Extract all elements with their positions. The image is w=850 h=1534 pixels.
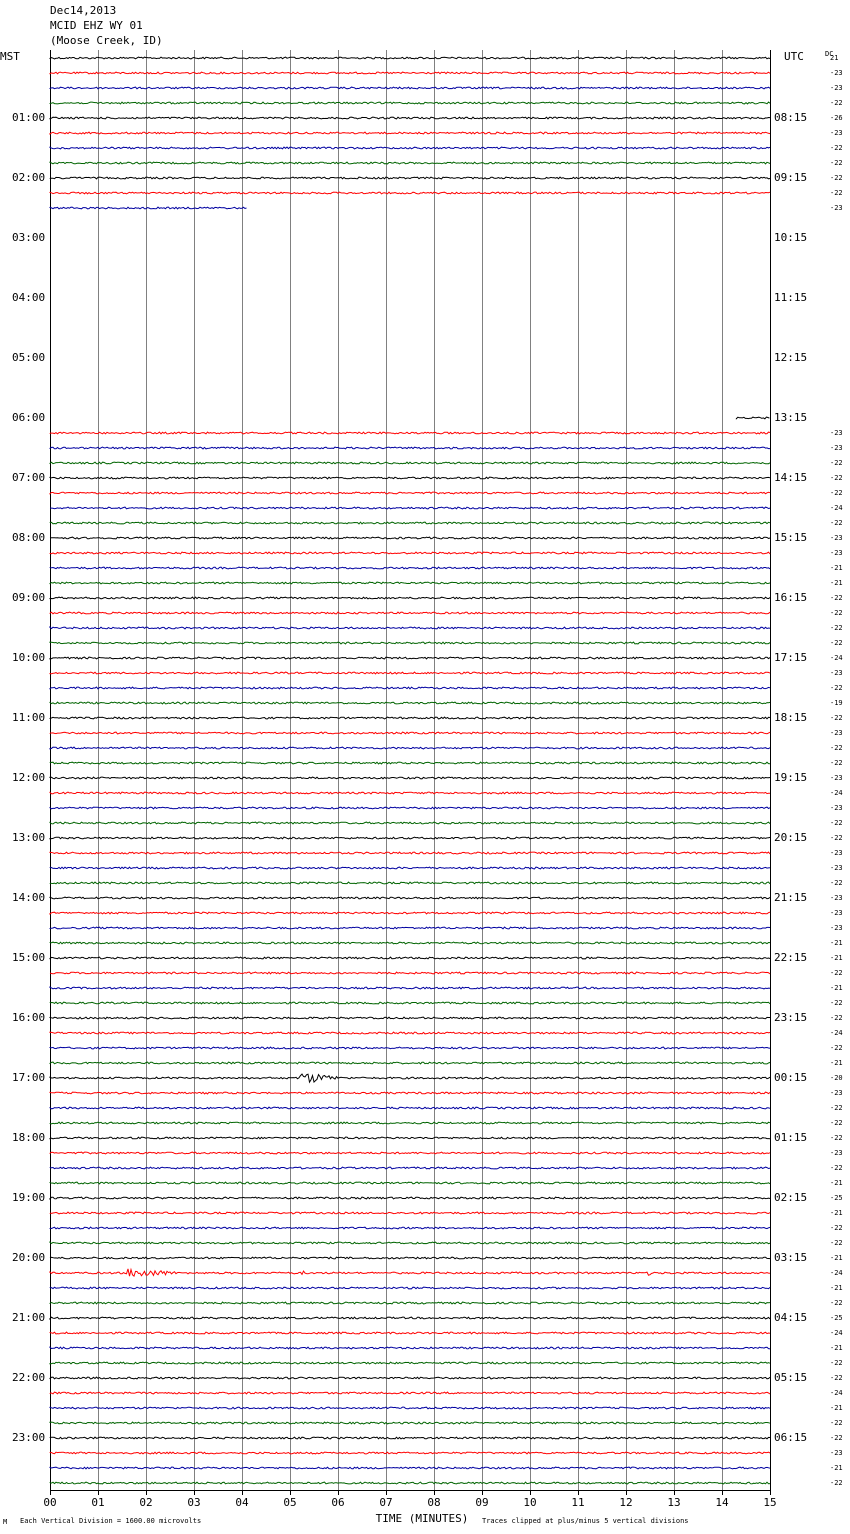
seismic-trace <box>50 1122 770 1124</box>
dc-offset-value: -24 <box>830 1029 843 1037</box>
dc-offset-value: -24 <box>830 504 843 512</box>
seismic-trace <box>50 1107 770 1109</box>
dc-offset-value: -22 <box>830 1164 843 1172</box>
dc-offset-header: DC <box>825 50 834 58</box>
seismic-trace <box>50 612 770 614</box>
dc-offset-value: -21 <box>830 579 843 587</box>
left-hour-label: 17:00 <box>12 1071 46 1084</box>
seismic-trace <box>50 177 770 179</box>
dc-offset-value: -22 <box>830 1224 843 1232</box>
dc-offset-value: -25 <box>830 1194 843 1202</box>
seismic-trace <box>50 942 770 944</box>
seismic-trace <box>50 492 770 494</box>
seismic-trace <box>50 567 770 569</box>
seismic-trace <box>50 1257 770 1259</box>
dc-offset-value: -21 <box>830 1344 843 1352</box>
left-hour-label: 18:00 <box>12 1131 46 1144</box>
dc-offset-value: -22 <box>830 1239 843 1247</box>
x-tick-label: 11 <box>571 1496 585 1509</box>
seismic-trace <box>50 582 770 584</box>
left-hour-label: 01:00 <box>12 111 46 124</box>
dc-offset-value: -23 <box>830 444 843 452</box>
seismic-trace <box>50 822 770 824</box>
dc-offset-value: -21 <box>830 954 843 962</box>
dc-offset-value: -25 <box>830 1314 843 1322</box>
seismic-trace <box>50 447 770 449</box>
dc-offset-value: -22 <box>830 1419 843 1427</box>
seismic-trace <box>50 1212 770 1214</box>
dc-offset-value: -22 <box>830 459 843 467</box>
dc-offset-value: -22 <box>830 1359 843 1367</box>
seismic-trace <box>50 1302 770 1304</box>
dc-offset-value: -24 <box>830 789 843 797</box>
plot-date: Dec14,2013 <box>50 4 117 17</box>
x-tick-label: 09 <box>475 1496 489 1509</box>
dc-offset-value: -24 <box>830 1329 843 1337</box>
seismic-trace <box>50 1047 770 1049</box>
dc-offset-value: -23 <box>830 864 843 872</box>
dc-offset-value: -21 <box>830 1209 843 1217</box>
dc-offset-value: -22 <box>830 819 843 827</box>
x-tick-label: 07 <box>379 1496 393 1509</box>
seismic-trace <box>50 87 770 89</box>
seismic-trace <box>50 852 770 854</box>
left-hour-label: 20:00 <box>12 1251 46 1264</box>
dc-offset-value: -22 <box>830 969 843 977</box>
right-hour-label: 19:15 <box>774 771 808 784</box>
right-hour-label: 05:15 <box>774 1371 808 1384</box>
dc-offset-value: -23 <box>830 669 843 677</box>
clip-note: Traces clipped at plus/minus 5 vertical divisions <box>482 1517 689 1525</box>
seismic-trace <box>50 762 770 764</box>
seismic-trace <box>50 462 770 464</box>
seismic-trace <box>50 1332 770 1334</box>
seismic-trace <box>50 1167 770 1169</box>
seismic-trace <box>50 657 770 659</box>
dc-offset-value: -21 <box>830 564 843 572</box>
dc-offset-value: -22 <box>830 1434 843 1442</box>
left-hour-label: 19:00 <box>12 1191 46 1204</box>
dc-offset-value: -22 <box>830 1014 843 1022</box>
right-hour-label: 15:15 <box>774 531 808 544</box>
dc-offset-value: -21 <box>830 984 843 992</box>
dc-offset-value: -22 <box>830 474 843 482</box>
dc-offset-value: -23 <box>830 804 843 812</box>
seismic-trace <box>50 1242 770 1244</box>
left-hour-label: 10:00 <box>12 651 46 664</box>
x-tick-label: 06 <box>331 1496 345 1509</box>
seismic-trace <box>50 837 770 839</box>
left-hour-label: 03:00 <box>12 231 46 244</box>
left-hour-label: 04:00 <box>12 291 46 304</box>
seismic-trace <box>50 1002 770 1004</box>
left-hour-label: 12:00 <box>12 771 46 784</box>
seismic-trace <box>50 162 770 164</box>
x-tick-label: 01 <box>91 1496 105 1509</box>
scale-note: Each Vertical Division = 1600.00 microvolts <box>20 1517 202 1525</box>
seismic-trace <box>50 627 770 629</box>
seismic-trace <box>50 507 770 509</box>
dc-offset-value: -23 <box>830 429 843 437</box>
dc-offset-value: -23 <box>830 129 843 137</box>
seismic-trace <box>50 1017 770 1019</box>
seismic-trace <box>50 1482 770 1484</box>
dc-offset-value: -22 <box>830 189 843 197</box>
right-hour-label: 01:15 <box>774 1131 808 1144</box>
left-hour-label: 15:00 <box>12 951 46 964</box>
left-hour-label: 23:00 <box>12 1431 46 1444</box>
seismic-trace <box>50 1362 770 1364</box>
seismic-trace <box>50 1347 770 1349</box>
seismic-trace <box>50 72 770 74</box>
dc-offset-value: -21 <box>830 1284 843 1292</box>
seismic-trace <box>50 957 770 959</box>
dc-offset-value: -23 <box>830 924 843 932</box>
x-tick-label: 13 <box>667 1496 681 1509</box>
dc-offset-value: -22 <box>830 1134 843 1142</box>
dc-offset-value: -23 <box>830 204 843 212</box>
dc-offset-value: -22 <box>830 879 843 887</box>
left-hour-label: 16:00 <box>12 1011 46 1024</box>
seismic-trace <box>50 702 770 704</box>
seismic-trace <box>50 597 770 599</box>
x-tick-label: 04 <box>235 1496 249 1509</box>
left-axis-title: MST <box>0 50 20 63</box>
dc-offset-value: -21 <box>830 1179 843 1187</box>
seismic-trace <box>50 897 770 899</box>
left-hour-label: 11:00 <box>12 711 46 724</box>
dc-offset-value: -21 <box>830 939 843 947</box>
seismic-trace <box>50 192 770 194</box>
x-axis-label: TIME (MINUTES) <box>375 1512 469 1525</box>
seismic-trace <box>50 867 770 869</box>
dc-offset-value: -23 <box>830 849 843 857</box>
dc-offset-value: -22 <box>830 1104 843 1112</box>
seismic-trace <box>50 1422 770 1424</box>
dc-offset-value: -24 <box>830 654 843 662</box>
right-hour-label: 09:15 <box>774 171 808 184</box>
x-tick-label: 14 <box>715 1496 729 1509</box>
dc-offset-value: -21 <box>830 1254 843 1262</box>
dc-offset-value: -22 <box>830 714 843 722</box>
dc-offset-value: -22 <box>830 684 843 692</box>
seismic-trace <box>50 642 770 644</box>
dc-offset-value: -23 <box>830 84 843 92</box>
seismic-trace <box>50 1227 770 1229</box>
dc-offset-value: -22 <box>830 99 843 107</box>
dc-offset-value: -22 <box>830 1479 843 1487</box>
x-tick-label: 10 <box>523 1496 537 1509</box>
seismic-trace <box>50 1197 770 1199</box>
dc-offset-value: -22 <box>830 519 843 527</box>
seismic-trace <box>50 57 770 59</box>
left-hour-label: 06:00 <box>12 411 46 424</box>
seismic-trace <box>50 1032 770 1034</box>
seismic-trace <box>50 1062 770 1064</box>
dc-offset-value: -23 <box>830 774 843 782</box>
seismic-trace <box>50 912 770 914</box>
dc-offset-value: -22 <box>830 1299 843 1307</box>
seismic-trace <box>50 792 770 794</box>
dc-offset-value: -22 <box>830 1119 843 1127</box>
dc-offset-value: -22 <box>830 594 843 602</box>
seismic-trace <box>50 147 770 149</box>
right-hour-label: 04:15 <box>774 1311 808 1324</box>
x-tick-label: 15 <box>763 1496 777 1509</box>
dc-offset-value: -21 <box>830 1464 843 1472</box>
left-hour-label: 21:00 <box>12 1311 46 1324</box>
seismic-trace <box>50 1377 770 1379</box>
right-hour-label: 22:15 <box>774 951 808 964</box>
seismic-trace <box>50 1452 770 1454</box>
left-hour-label: 13:00 <box>12 831 46 844</box>
dc-offset-value: -22 <box>830 1374 843 1382</box>
seismic-trace <box>50 777 770 779</box>
seismic-trace <box>50 747 770 749</box>
dc-offset-value: -22 <box>830 159 843 167</box>
corner-mark: M <box>3 1518 8 1526</box>
seismic-trace <box>50 1392 770 1394</box>
seismic-trace <box>50 132 770 134</box>
dc-offset-value: -20 <box>830 1074 843 1082</box>
right-hour-label: 12:15 <box>774 351 808 364</box>
right-hour-label: 08:15 <box>774 111 808 124</box>
seismic-trace <box>50 432 770 434</box>
right-hour-label: 18:15 <box>774 711 808 724</box>
left-hour-label: 07:00 <box>12 471 46 484</box>
dc-offset-value: -22 <box>830 624 843 632</box>
right-hour-label: 11:15 <box>774 291 808 304</box>
dc-offset-value: -22 <box>830 744 843 752</box>
dc-offset-value: -22 <box>830 759 843 767</box>
seismic-trace <box>50 1152 770 1154</box>
seismic-trace <box>50 1092 770 1094</box>
dc-offset-value: -22 <box>830 999 843 1007</box>
seismic-trace <box>50 1182 770 1184</box>
seismic-trace <box>50 477 770 479</box>
left-hour-label: 05:00 <box>12 351 46 364</box>
seismic-trace <box>50 672 770 674</box>
seismic-trace <box>50 552 770 554</box>
seismic-trace <box>50 927 770 929</box>
right-hour-label: 17:15 <box>774 651 808 664</box>
seismic-trace <box>50 522 770 524</box>
dc-offset-value: -23 <box>830 1089 843 1097</box>
station-code: MCID EHZ WY 01 <box>50 19 143 32</box>
seismic-trace <box>736 417 769 419</box>
right-hour-label: 00:15 <box>774 1071 808 1084</box>
seismic-trace <box>50 537 770 539</box>
right-hour-label: 14:15 <box>774 471 808 484</box>
seismic-trace <box>50 102 770 104</box>
x-tick-label: 02 <box>139 1496 153 1509</box>
right-hour-label: 06:15 <box>774 1431 808 1444</box>
seismic-trace <box>50 1437 770 1439</box>
seismic-trace <box>50 1407 770 1409</box>
dc-offset-value: -23 <box>830 1449 843 1457</box>
right-hour-label: 03:15 <box>774 1251 808 1264</box>
right-hour-label: 13:15 <box>774 411 808 424</box>
seismic-trace <box>50 1269 770 1276</box>
dc-offset-value: -24 <box>830 1389 843 1397</box>
dc-offset-value: -21 <box>830 1059 843 1067</box>
right-axis-title: UTC <box>784 50 804 63</box>
seismic-trace <box>50 882 770 884</box>
seismic-trace <box>50 972 770 974</box>
seismic-trace <box>50 987 770 989</box>
dc-offset-value: -22 <box>830 144 843 152</box>
left-hour-label: 02:00 <box>12 171 46 184</box>
seismic-trace <box>50 207 247 209</box>
dc-offset-value: -23 <box>830 1149 843 1157</box>
seismic-trace <box>50 1317 770 1319</box>
right-hour-label: 21:15 <box>774 891 808 904</box>
seismic-trace <box>50 807 770 809</box>
dc-offset-value: -23 <box>830 909 843 917</box>
left-hour-label: 22:00 <box>12 1371 46 1384</box>
x-tick-label: 03 <box>187 1496 201 1509</box>
seismic-trace <box>50 1287 770 1289</box>
dc-offset-value: -23 <box>830 894 843 902</box>
dc-offset-value: -19 <box>830 699 843 707</box>
right-hour-label: 10:15 <box>774 231 808 244</box>
right-hour-label: 16:15 <box>774 591 808 604</box>
seismic-trace <box>50 717 770 719</box>
x-tick-label: 08 <box>427 1496 441 1509</box>
x-tick-label: 00 <box>43 1496 57 1509</box>
trace-group <box>50 57 770 1484</box>
right-hour-label: 23:15 <box>774 1011 808 1024</box>
dc-offset-value: -22 <box>830 174 843 182</box>
seismic-trace <box>50 1074 770 1082</box>
dc-offset-value: -23 <box>830 549 843 557</box>
dc-offset-value: -21 <box>830 1404 843 1412</box>
seismic-trace <box>50 687 770 689</box>
dc-offset-value: -26 <box>830 114 843 122</box>
dc-offset-value: -22 <box>830 609 843 617</box>
right-hour-label: 02:15 <box>774 1191 808 1204</box>
dc-offset-value: -23 <box>830 534 843 542</box>
seismic-trace <box>50 117 770 119</box>
left-hour-label: 14:00 <box>12 891 46 904</box>
left-hour-label: 09:00 <box>12 591 46 604</box>
dc-offset-value: -23 <box>830 69 843 77</box>
dc-offset-value: -22 <box>830 639 843 647</box>
x-tick-label: 05 <box>283 1496 297 1509</box>
seismic-trace <box>50 1467 770 1469</box>
right-hour-label: 20:15 <box>774 831 808 844</box>
dc-offset-value: 21 <box>830 54 839 62</box>
x-tick-label: 12 <box>619 1496 633 1509</box>
x-tick-group <box>43 1490 776 1509</box>
dc-offset-value: -23 <box>830 729 843 737</box>
dc-offset-value: -22 <box>830 1044 843 1052</box>
dc-offset-value: -22 <box>830 834 843 842</box>
left-hour-label: 08:00 <box>12 531 46 544</box>
dc-offset-value: -24 <box>830 1269 843 1277</box>
dc-offset-value: -22 <box>830 489 843 497</box>
seismic-trace <box>50 732 770 734</box>
station-location: (Moose Creek, ID) <box>50 34 163 47</box>
seismic-trace <box>50 1137 770 1139</box>
